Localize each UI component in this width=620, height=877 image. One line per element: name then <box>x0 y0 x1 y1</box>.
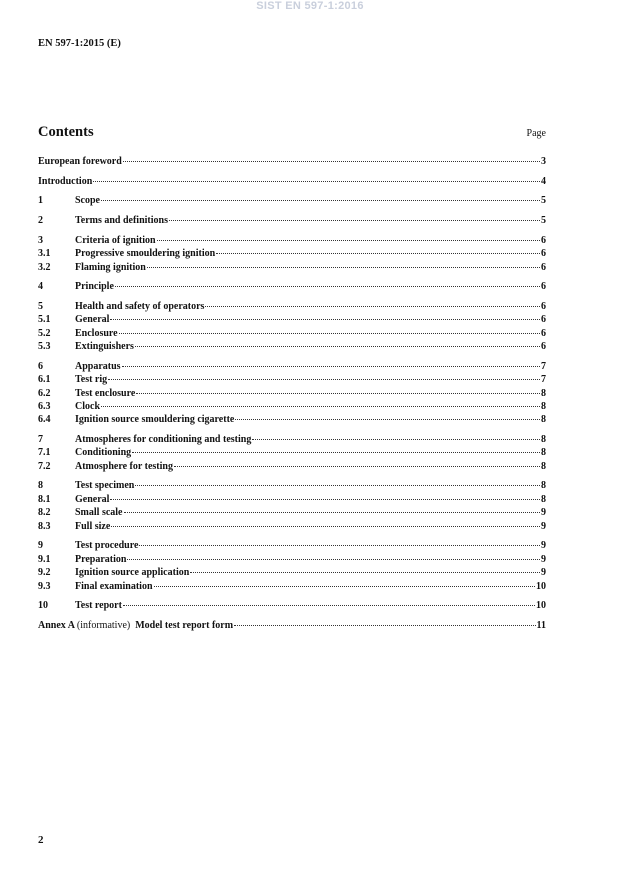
toc-entry-page: 9 <box>541 507 546 519</box>
leader-dots <box>205 306 540 307</box>
toc-entry-title: Apparatus <box>75 360 121 372</box>
leader-dots <box>93 181 540 182</box>
toc-entry-page: 5 <box>541 215 546 227</box>
toc-entry-number: 9 <box>38 540 43 552</box>
toc-entry-number: 6.1 <box>38 374 51 386</box>
annex-label: Annex A <box>38 619 75 631</box>
leader-dots <box>110 499 540 500</box>
toc-entry-page: 10 <box>536 580 546 592</box>
toc-entry-page: 9 <box>541 553 546 565</box>
toc-entry-3-2[interactable] <box>38 262 546 275</box>
toc-entry-title: Principle <box>75 281 114 293</box>
toc-entry-page: 6 <box>541 281 546 293</box>
toc-entry-title: General <box>75 314 110 326</box>
toc-entry-page: 8 <box>541 460 546 472</box>
toc-entry-number: 2 <box>38 215 43 227</box>
leader-dots <box>169 220 540 221</box>
leader-dots <box>108 379 540 380</box>
toc-entry-title: Atmosphere for testing <box>75 460 173 472</box>
toc-entry-title: Test rig <box>75 374 108 386</box>
leader-dots <box>174 466 540 467</box>
watermark: SIST EN 597-1:2016 <box>256 0 364 12</box>
toc-entry-number: 5.3 <box>38 341 51 353</box>
toc-entry-number: 8 <box>38 480 43 492</box>
leader-dots <box>127 559 540 560</box>
toc-entry-page: 6 <box>541 300 546 312</box>
annex-title: Model test report form <box>135 619 234 631</box>
leader-dots <box>123 605 535 606</box>
page-column-label: Page <box>526 128 546 139</box>
toc-entry-5-3[interactable] <box>38 341 546 354</box>
toc-entry-number: 6.4 <box>38 414 51 426</box>
toc-entry-title: Test enclosure <box>75 387 136 399</box>
toc-entry-page: 5 <box>541 195 546 207</box>
leader-dots <box>119 333 540 334</box>
toc-entry-title: Health and safety of operators <box>75 300 205 312</box>
toc-entry-7[interactable] <box>38 434 546 447</box>
toc-entry-title: Enclosure <box>75 327 118 339</box>
toc-entry-number: 5 <box>38 300 43 312</box>
toc-entry-page: 8 <box>541 434 546 446</box>
toc-entry-8-3[interactable] <box>38 521 546 534</box>
toc-entry-6-3[interactable] <box>38 401 546 414</box>
toc-entry-number: 5.1 <box>38 314 51 326</box>
leader-dots <box>154 586 535 587</box>
toc-entry-page: 8 <box>541 480 546 492</box>
toc-entry-title: Atmospheres for conditioning and testing <box>75 434 252 446</box>
toc-entry-page: 9 <box>541 567 546 579</box>
leader-dots <box>216 253 540 254</box>
toc-entry-page: 10 <box>536 600 546 612</box>
leader-dots <box>135 346 540 347</box>
leader-dots <box>190 572 540 573</box>
toc-entry-page: 8 <box>541 400 546 412</box>
toc-entry-title: Test specimen <box>75 480 135 492</box>
toc-entry-9-2[interactable] <box>38 567 546 580</box>
toc-entry-title: Final examination <box>75 580 153 592</box>
toc-entry-title: Preparation <box>75 553 127 565</box>
leader-dots <box>147 267 540 268</box>
leader-dots <box>110 319 540 320</box>
leader-dots <box>135 485 540 486</box>
toc-entry-3-1[interactable] <box>38 248 546 261</box>
toc-entry-number: 4 <box>38 281 43 293</box>
leader-dots <box>101 200 540 201</box>
toc-entry-7-1[interactable] <box>38 447 546 460</box>
toc-entry-page: 6 <box>541 327 546 339</box>
toc-entry-number: 6 <box>38 360 43 372</box>
toc-entry-9[interactable] <box>38 540 546 553</box>
toc-entry-title: Small scale <box>75 507 123 519</box>
toc-entry-page: 9 <box>541 540 546 552</box>
toc-entry-5-2[interactable] <box>38 328 546 341</box>
toc-entry-title: General <box>75 493 110 505</box>
toc-entry-page: 6 <box>541 248 546 260</box>
toc-entry-number: 7.1 <box>38 447 51 459</box>
annex-note: (informative) <box>76 619 131 631</box>
toc-entry-8-1[interactable] <box>38 494 546 507</box>
toc-entry-number: 8.2 <box>38 507 51 519</box>
toc-entry-number: 5.2 <box>38 327 51 339</box>
toc-entry-number: 3.1 <box>38 248 51 260</box>
leader-dots <box>124 512 541 513</box>
leader-dots <box>235 419 540 420</box>
toc-entry-title: Clock <box>75 400 100 412</box>
toc-entry-page: 6 <box>541 234 546 246</box>
toc-entry-1[interactable] <box>38 195 546 208</box>
toc-entry-title: Conditioning <box>75 447 132 459</box>
toc-entry-number: 8.1 <box>38 493 51 505</box>
toc-entry-2[interactable] <box>38 215 546 228</box>
toc-entry-5[interactable] <box>38 301 546 314</box>
toc-entry-number: 9.1 <box>38 553 51 565</box>
toc-entry-8[interactable] <box>38 480 546 493</box>
toc-entry-7-2[interactable] <box>38 461 546 474</box>
toc-entry-title: Flaming ignition <box>75 261 146 273</box>
toc-entry-8-2[interactable] <box>38 507 546 520</box>
toc-entry-title: Extinguishers <box>75 341 134 353</box>
toc-entry-title: Full size <box>75 520 111 532</box>
leader-dots <box>101 406 540 407</box>
toc-entry-annex-a[interactable] <box>38 620 546 633</box>
leader-dots <box>234 625 535 626</box>
toc-entry-3[interactable] <box>38 235 546 248</box>
toc-entry-number: 1 <box>38 195 43 207</box>
leader-dots <box>139 545 540 546</box>
toc-entry-title: Scope <box>75 195 100 207</box>
leader-dots <box>123 161 540 162</box>
toc-entry-9-1[interactable] <box>38 554 546 567</box>
toc-entry-title: Ignition source application <box>75 567 190 579</box>
toc-entry-page: 9 <box>541 520 546 532</box>
document-id: EN 597-1:2015 (E) <box>38 38 121 49</box>
toc-entry-number: 7 <box>38 434 43 446</box>
toc-entry-number: 6.2 <box>38 387 51 399</box>
toc-entry-foreword[interactable] <box>38 156 546 169</box>
leader-dots <box>252 439 540 440</box>
leader-dots <box>111 526 540 527</box>
toc-entry-title: Criteria of ignition <box>75 234 156 246</box>
toc-entry-title: Ignition source smouldering cigarette <box>75 414 235 426</box>
toc-entry-6[interactable] <box>38 361 546 374</box>
toc-entry-5-1[interactable] <box>38 314 546 327</box>
leader-dots <box>122 366 540 367</box>
toc-entry-page: 8 <box>541 493 546 505</box>
toc-entry-6-2[interactable] <box>38 388 546 401</box>
toc-entry-number: 10 <box>38 600 48 612</box>
toc-entry-page: 8 <box>541 414 546 426</box>
toc-entry-4[interactable] <box>38 281 546 294</box>
page-number: 2 <box>38 834 44 846</box>
leader-dots <box>115 286 540 287</box>
contents-heading: Contents <box>38 124 94 140</box>
toc-entry-title: Terms and definitions <box>75 215 168 227</box>
toc-entry-introduction[interactable] <box>38 176 546 189</box>
leader-dots <box>132 452 540 453</box>
toc-entry-page: 6 <box>541 314 546 326</box>
toc-entry-number: 9.3 <box>38 580 51 592</box>
toc-entry-6-1[interactable] <box>38 374 546 387</box>
toc-entry-page: 6 <box>541 341 546 353</box>
toc-entry-number: 3 <box>38 234 43 246</box>
toc-entry-page: 6 <box>541 261 546 273</box>
toc-entry-title: Progressive smouldering ignition <box>75 248 216 260</box>
toc-entry-title: Introduction <box>38 175 93 187</box>
toc-entry-6-4[interactable] <box>38 414 546 427</box>
toc-entry-page: 7 <box>541 374 546 386</box>
toc-entry-title: Test report <box>75 600 122 612</box>
toc-entry-page: 7 <box>541 360 546 372</box>
leader-dots <box>136 393 540 394</box>
leader-dots <box>157 240 540 241</box>
toc-entry-number: 7.2 <box>38 460 51 472</box>
toc-entry-number: 3.2 <box>38 261 51 273</box>
toc-entry-number: 9.2 <box>38 567 51 579</box>
toc-entry-page: 8 <box>541 447 546 459</box>
toc-entry-number: 6.3 <box>38 400 51 412</box>
toc-entry-number: 8.3 <box>38 520 51 532</box>
toc-entry-title: European foreword <box>38 156 122 167</box>
toc-entry-page: 11 <box>536 619 546 631</box>
toc-entry-9-3[interactable] <box>38 581 546 594</box>
toc-annex-title <box>38 620 233 631</box>
toc-entry-page: 3 <box>541 156 546 167</box>
toc-entry-page: 4 <box>541 175 546 187</box>
toc-entry-10[interactable] <box>38 600 546 613</box>
toc-entry-page: 8 <box>541 387 546 399</box>
toc-entry-title: Test procedure <box>75 540 139 552</box>
table-of-contents <box>38 156 546 633</box>
